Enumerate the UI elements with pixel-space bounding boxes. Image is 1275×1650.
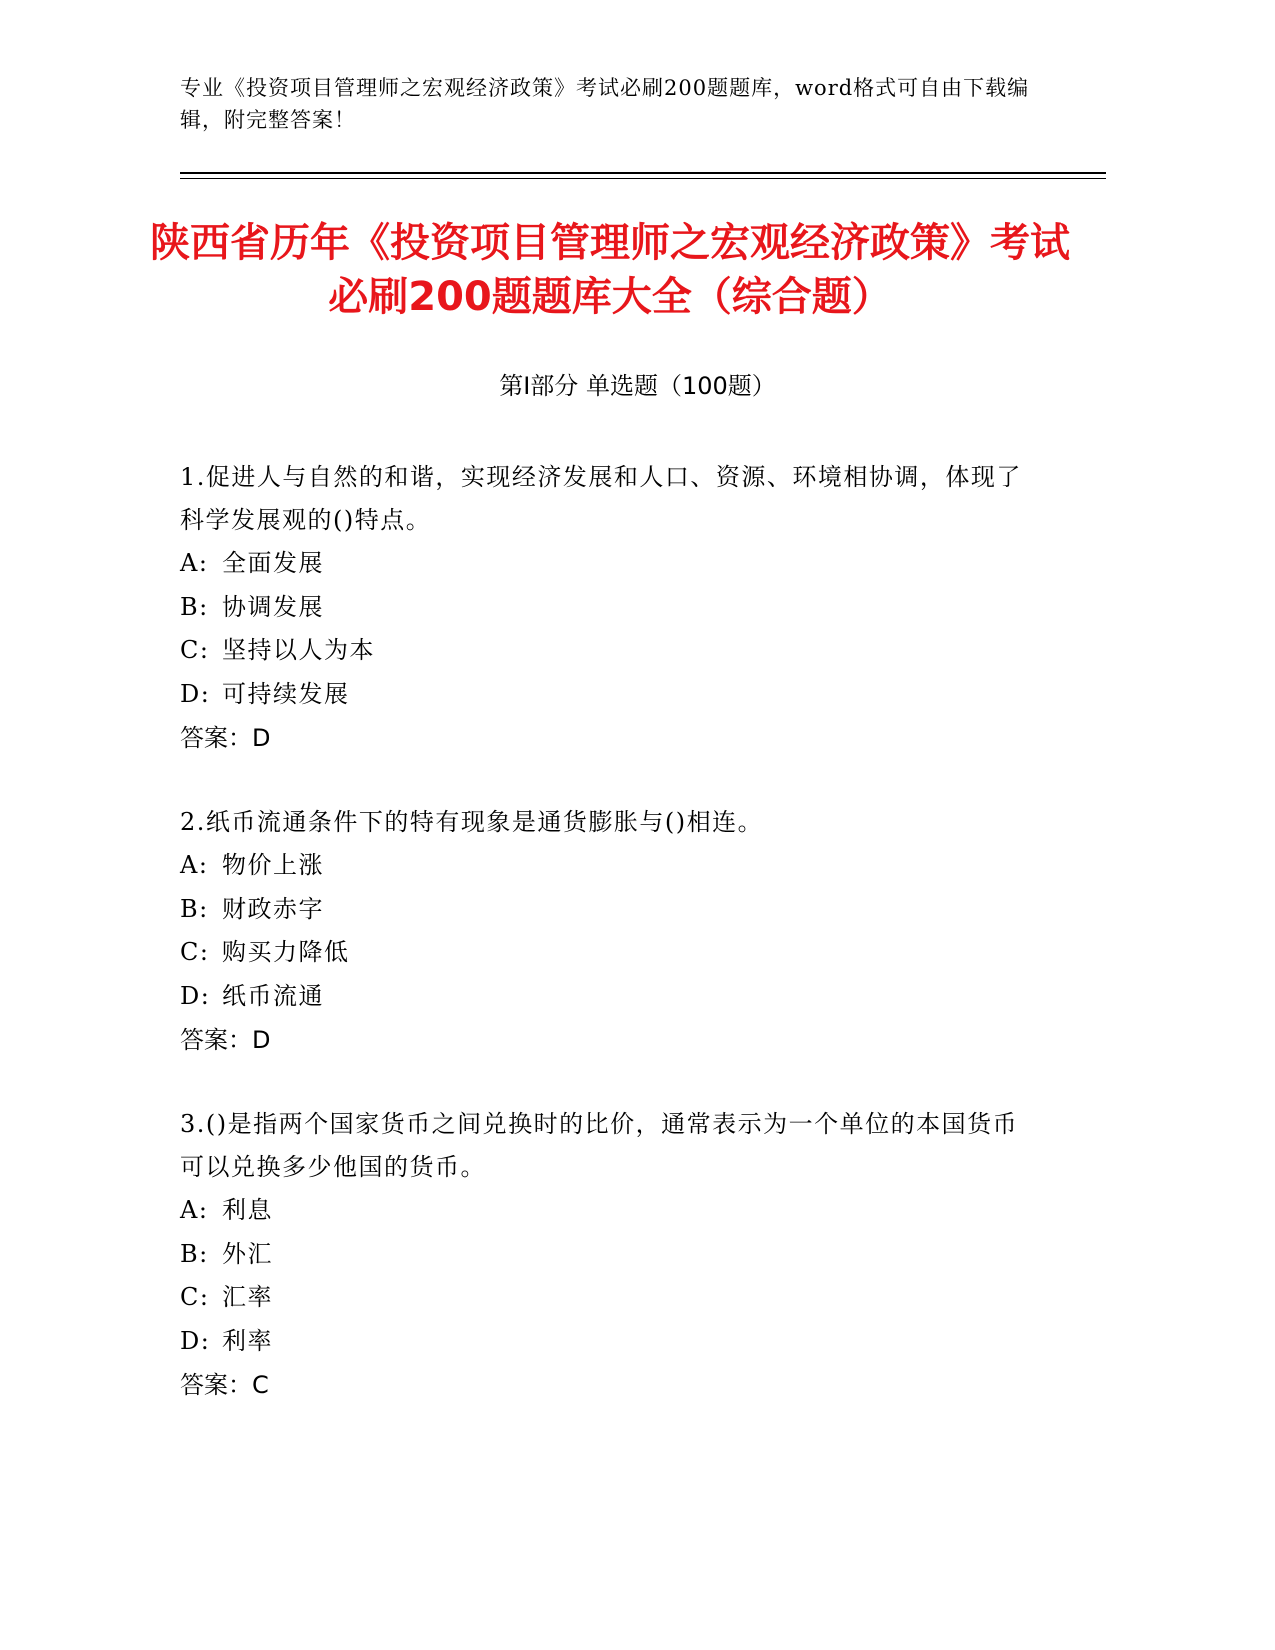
- question-stem: 1.促进人与自然的和谐，实现经济发展和人口、资源、环境相协调，体现了科学发展观的()特点。: [180, 463, 1022, 534]
- option-key: B:: [180, 592, 209, 621]
- option-key: C:: [180, 1283, 210, 1311]
- question-3: [180, 1103, 1040, 1407]
- question-answer: 答案：D: [180, 1026, 271, 1054]
- question-option-a: [180, 1189, 1040, 1233]
- question-option-d: [180, 1320, 1040, 1364]
- question-list: [180, 456, 1040, 1448]
- question-option-c: [180, 931, 1040, 975]
- question-stem: 3.()是指两个国家货币之间兑换时的比价，通常表示为一个单位的本国货币可以兑换多少他国的货币。: [180, 1110, 1019, 1181]
- option-text: 协调发展: [222, 592, 324, 621]
- option-text: 购买力降低: [222, 938, 350, 966]
- option-text: 坚持以人为本: [222, 636, 375, 664]
- option-key: C:: [180, 938, 210, 966]
- option-text: 外汇: [222, 1239, 273, 1268]
- option-key: A:: [180, 549, 209, 577]
- question-option-a: [180, 542, 1040, 586]
- option-text: 财政赤字: [222, 894, 324, 923]
- question-2: [180, 801, 1040, 1062]
- option-text: 纸币流通: [222, 981, 324, 1010]
- document-title: 陕西省历年《投资项目管理师之宏观经济政策》考试必刷200题题库大全（综合题）: [150, 220, 1070, 320]
- question-option-b: [180, 1233, 1040, 1277]
- question-option-b: [180, 586, 1040, 630]
- header-rule-thin: [180, 178, 1106, 179]
- option-key: D:: [180, 981, 211, 1010]
- option-key: A:: [180, 851, 209, 879]
- question-option-d: [180, 975, 1040, 1019]
- option-key: D:: [180, 679, 211, 708]
- option-text: 利率: [222, 1326, 273, 1355]
- option-key: D:: [180, 1326, 211, 1355]
- option-key: C:: [180, 636, 210, 664]
- question-answer: 答案：D: [180, 724, 271, 752]
- option-text: 汇率: [222, 1283, 273, 1311]
- question-option-c: [180, 629, 1040, 673]
- question-1: [180, 456, 1040, 760]
- option-key: B:: [180, 894, 209, 923]
- section-heading: 第I部分 单选题（100题）: [499, 372, 776, 400]
- option-text: 可持续发展: [222, 679, 350, 708]
- question-option-d: [180, 673, 1040, 717]
- question-option-a: [180, 844, 1040, 888]
- option-key: B:: [180, 1239, 209, 1268]
- question-stem: 2.纸币流通条件下的特有现象是通货膨胀与()相连。: [180, 808, 764, 836]
- question-option-c: [180, 1276, 1040, 1320]
- option-text: 全面发展: [222, 549, 324, 577]
- option-text: 利息: [222, 1196, 273, 1224]
- header-note: 专业《投资项目管理师之宏观经济政策》考试必刷200题题库，word格式可自由下载编辑，附完整答案！: [180, 76, 1030, 132]
- question-answer: 答案：C: [180, 1371, 269, 1399]
- option-text: 物价上涨: [222, 851, 324, 879]
- question-option-b: [180, 888, 1040, 932]
- option-key: A:: [180, 1196, 209, 1224]
- header-rule-thick: [180, 172, 1106, 174]
